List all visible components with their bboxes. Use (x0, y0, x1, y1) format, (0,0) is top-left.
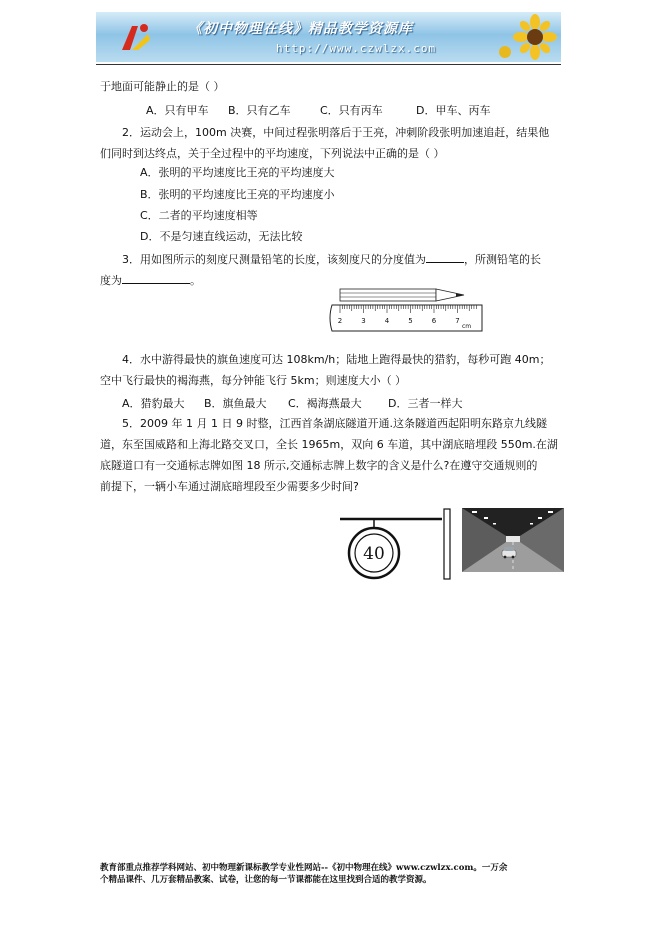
header-divider (96, 64, 561, 65)
footer-line1: 教育部重点推荐学科网站、初中物理新课标教学专业性网站--《初中物理在线》www.czwlzx.com。一万余 (100, 863, 508, 873)
pencil-shape (340, 289, 464, 301)
q3-line2 (100, 272, 201, 288)
ruler-figure (328, 283, 488, 339)
q4-line2: 空中飞行最快的褐海燕，每分钟能飞行 5km；则速度大小（ ） (100, 374, 407, 387)
q2-line2: 们同时到达终点，关于全过程中的平均速度，下列说法中正确的是（ ） (100, 147, 445, 160)
q1-option-d: D．甲车、丙车 (416, 104, 491, 117)
q4-option-c: C．褐海燕最大 (288, 397, 362, 410)
q3-line1-tail: ，所测铅笔的长 (464, 253, 541, 266)
q4-option-b: B．旗鱼最大 (204, 397, 267, 410)
q1-option-a: A．只有甲车 (146, 104, 209, 117)
ruler-unit-label: cm (462, 323, 472, 330)
page-footer (100, 862, 562, 886)
answer-blank (426, 251, 464, 263)
ruler-tick-label: 2 (337, 317, 343, 325)
ruler-tick-label: 6 (431, 317, 437, 325)
q4-line1: 4．水中游得最快的旗鱼速度可达 108km/h；陆地上跑得最快的猎豹，每秒可跑 40m； (122, 353, 551, 366)
q4-option-d: D．三者一样大 (388, 397, 463, 410)
q3-line1-text: 3．用如图所示的刻度尺测量铅笔的长度，该刻度尺的分度值为 (122, 253, 426, 266)
tunnel-photo (462, 508, 564, 572)
ruler-tick-label: 7 (455, 317, 460, 325)
q5-line3: 底隧道口有一交通标志牌如图 18 所示,交通标志牌上数字的含义是什么?在遵守交通规则的 (100, 459, 538, 472)
sunflower-icon (497, 14, 557, 60)
q5-line2: 道，东至国威路和上海北路交叉口，全长 1965m，双向 6 车道，其中湖底暗埋段 550m.在湖 (100, 438, 558, 451)
speed-limit-sign-figure (338, 505, 458, 585)
header-banner (96, 12, 561, 62)
q2-line1: 2．运动会上，100m 决赛，中间过程张明落后于王亮，冲刺阶段张明加速追赶，结果他 (122, 126, 550, 139)
site-logo-icon (118, 20, 154, 56)
q3-line1 (122, 251, 541, 267)
site-url[interactable]: http://www.czwlzx.com (276, 42, 437, 55)
ruler-tick-label: 4 (384, 317, 390, 325)
q1-cont-line: 于地面可能静止的是（ ） (100, 80, 225, 93)
car-shape (502, 547, 516, 558)
q3-line2-text: 度为 (100, 274, 122, 287)
site-title: 《初中物理在线》精品教学资源库 (188, 21, 413, 37)
q2-option-a: A．张明的平均速度比王亮的平均速度大 (140, 166, 335, 179)
q1-option-c: C．只有丙车 (320, 104, 383, 117)
ruler-tick-label: 5 (408, 317, 413, 325)
q3-line2-tail: 。 (190, 274, 201, 287)
q4-option-a: A．猎豹最大 (122, 397, 185, 410)
speed-limit-value: 40 (363, 544, 385, 564)
q5-line4: 前提下，一辆小车通过湖底暗埋段至少需要多少时间? (100, 480, 359, 493)
q2-option-c: C．二者的平均速度相等 (140, 209, 258, 222)
q1-option-b: B．只有乙车 (228, 104, 291, 117)
ruler-tick-label: 3 (361, 317, 366, 325)
answer-blank (122, 272, 190, 284)
q5-line1: 5．2009 年 1 月 1 日 9 时整，江西首条湖底隧道开通.这条隧道西起阳明东路京九线隧 (122, 417, 547, 430)
q2-option-b: B．张明的平均速度比王亮的平均速度小 (140, 188, 335, 201)
footer-line2: 个精品课件、几万套精品教案、试卷，让您的每一节课都能在这里找到合适的教学资源。 (100, 875, 432, 885)
q2-option-d: D．不是匀速直线运动，无法比较 (140, 230, 303, 243)
